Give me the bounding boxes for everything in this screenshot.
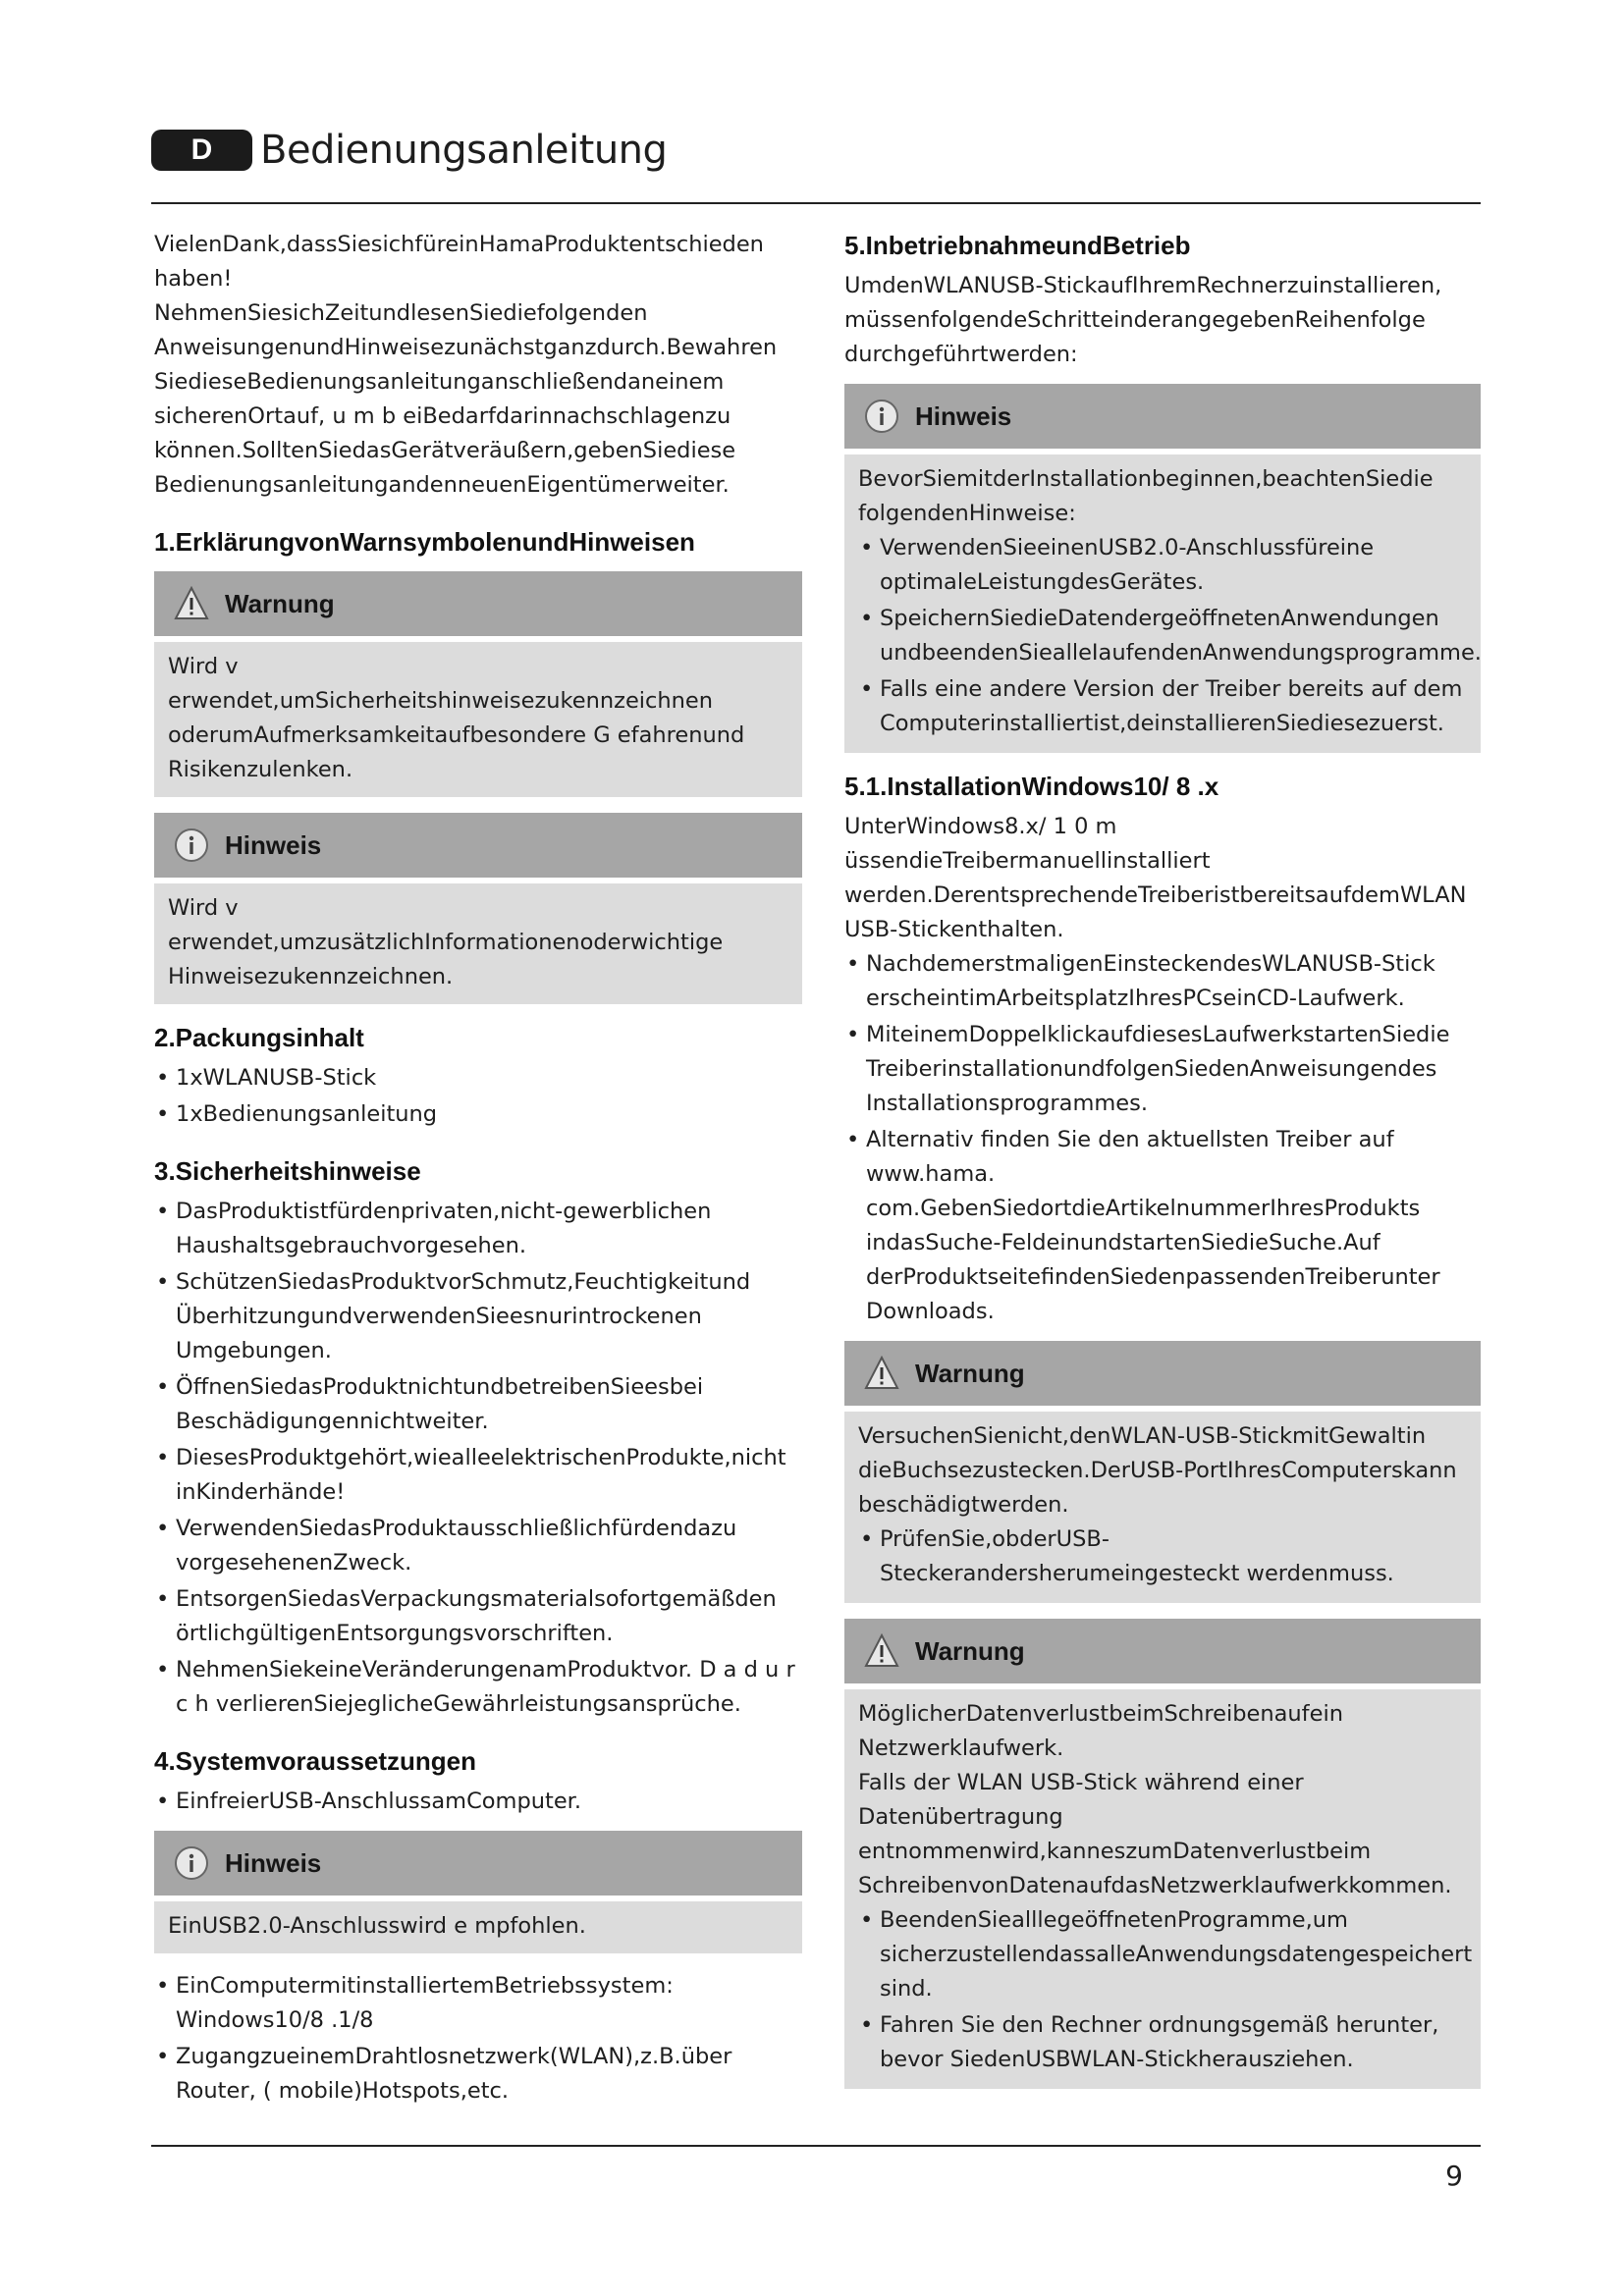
list-item: • BeendenSiealllegeöffnetenProgramme,um sicherzustellendassalleAnwendungsdatengespeichert sind. bbox=[858, 1903, 1467, 2006]
section-title: 1.ErklärungvonWarnsymbolenundHinweisen bbox=[154, 527, 695, 557]
section-title: 3.Sicherheitshinweise bbox=[154, 1156, 421, 1186]
list-item: • PrüfenSie,obderUSB-Steckerandersherumeingesteckt werdenmuss. bbox=[858, 1522, 1467, 1591]
section-title: 2.Packungsinhalt bbox=[154, 1023, 364, 1052]
hint-text: Wird v erwendet,umzusätzlichInformationenoderwichtige Hinweisezukennzeichnen. bbox=[168, 895, 724, 989]
hint-box bbox=[154, 1831, 802, 1953]
warning-header bbox=[844, 1341, 1481, 1406]
hint-body bbox=[844, 454, 1481, 753]
hint-label: Hinweis bbox=[225, 829, 322, 860]
warning-triangle-icon bbox=[174, 586, 209, 621]
intro-paragraph-1: VielenDank,dassSiesichfüreinHamaProduktentschieden haben! bbox=[154, 232, 764, 292]
list-item: • EinComputermitinstalliertemBetriebssystem: Windows10/8 .1/8 bbox=[154, 1969, 802, 2038]
list-item: • 1xBedienungsanleitung bbox=[154, 1097, 802, 1132]
warning-box bbox=[154, 571, 802, 797]
warning-body bbox=[154, 642, 802, 797]
hint-header bbox=[844, 384, 1481, 449]
hint-text: BevorSiemitderInstallationbeginnen,beachtenSiedie folgendenHinweise: bbox=[858, 466, 1434, 526]
hint-box bbox=[844, 384, 1481, 753]
hint-body bbox=[154, 883, 802, 1004]
page-number: 9 bbox=[1445, 2160, 1463, 2192]
warning-triangle-icon bbox=[864, 1633, 899, 1669]
section-text: UnterWindows8.x/ 1 0 m üssendieTreibermanuellinstalliert werden.DerentsprechendeTreiberistbereitsaufdemWLAN USB-Stickenthalten. bbox=[844, 814, 1467, 942]
warning-header bbox=[154, 571, 802, 636]
warning-text: MöglicherDatenverlustbeimSchreibenaufein Netzwerklaufwerk. bbox=[858, 1701, 1343, 1761]
warning-header bbox=[844, 1619, 1481, 1683]
hint-header bbox=[154, 1831, 802, 1896]
list-item: • MiteinemDoppelklickaufdiesesLaufwerkstartenSiedie TreiberinstallationundfolgenSiedenAnweisungendes Installationsprogrammes. bbox=[844, 1018, 1481, 1121]
hint-body bbox=[154, 1901, 802, 1953]
list-item: • EntsorgenSiedasVerpackungsmaterialsofortgemäßden örtlichgültigenEntsorgungsvorschriften. bbox=[154, 1582, 802, 1651]
warning-text: Wird v erwendet,umSicherheitshinweisezukennzeichnen oderumAufmerksamkeitaufbesondere G efahrenund Risikenzulenken. bbox=[168, 654, 745, 782]
warning-label: Warnung bbox=[915, 1358, 1025, 1388]
page-title: Bedienungsanleitung bbox=[260, 128, 668, 173]
list-item: • EinfreierUSB-AnschlussamComputer. bbox=[154, 1785, 802, 1819]
intro-paragraph-2: NehmenSiesichZeitundlesenSiediefolgenden AnweisungenundHinweisezunächstganzdurch.Bewahren SiedieseBedienungsanleitunganschließendaneinem sicherenOrtauf, u m b eiBedarfdarinnachschlagenzu können.SolltenSiedasGerätveräußern,gebenSiediese BedienungsanleitungandenneuenEigentümerweiter. bbox=[154, 300, 778, 498]
left-column bbox=[154, 228, 802, 2110]
list-item: • Falls eine andere Version der Treiber bereits auf dem Computerinstalliertist,deinstallierenSiediesezuerst. bbox=[858, 672, 1467, 741]
section-startup bbox=[844, 228, 1481, 753]
header-divider bbox=[151, 202, 1481, 204]
warning-text: VersuchenSienicht,denWLAN-USB-StickmitGewaltin dieBuchsezustecken.DerUSB-PortIhresComputerskann beschädigtwerden. bbox=[858, 1423, 1457, 1518]
warning-box bbox=[844, 1619, 1481, 2089]
section-title: 5.1.InstallationWindows10/ 8 .x bbox=[844, 772, 1219, 801]
list-item: • SchützenSiedasProduktvorSchmutz,Feuchtigkeitund ÜberhitzungundverwendenSieesnurintrockenen Umgebungen. bbox=[154, 1265, 802, 1368]
hint-box bbox=[154, 813, 802, 1004]
section-installation-windows bbox=[844, 769, 1481, 2089]
warning-label: Warnung bbox=[915, 1635, 1025, 1666]
warning-body bbox=[844, 1412, 1481, 1603]
section-system-requirements bbox=[154, 1743, 802, 2109]
hint-text: EinUSB2.0-Anschlusswird e mpfohlen. bbox=[168, 1913, 586, 1939]
list-item: • Alternativ finden Sie den aktuellsten Treiber auf www.hama. com.GebenSiedortdieArtikelnummerIhresProdukts indasSuche-FeldeinundstartenSiedieSuche.Auf derProduktseitefindenSiedenpassendenTreiberunter Downloads. bbox=[844, 1123, 1481, 1329]
warning-box bbox=[844, 1341, 1481, 1603]
hint-label: Hinweis bbox=[225, 1847, 322, 1878]
list-item: • ZugangzueinemDrahtlosnetzwerk(WLAN),z.B.über Router, ( mobile)Hotspots,etc. bbox=[154, 2040, 802, 2109]
warning-triangle-icon bbox=[864, 1356, 899, 1391]
footer-divider bbox=[151, 2145, 1481, 2147]
warning-text: Falls der WLAN USB-Stick während einer Datenübertragung entnommenwird,kanneszumDatenverlustbeim SchreibenvonDatenaufdasNetzwerklaufwerkkommen. bbox=[858, 1770, 1452, 1898]
warning-body bbox=[844, 1689, 1481, 2089]
right-column bbox=[844, 228, 1481, 2105]
hint-header bbox=[154, 813, 802, 878]
section-safety bbox=[154, 1153, 802, 1722]
list-item: • 1xWLANUSB-Stick bbox=[154, 1061, 802, 1095]
list-item: • DiesesProduktgehört,wiealleelektrischenProdukte,nicht inKinderhände! bbox=[154, 1441, 802, 1510]
info-circle-icon bbox=[864, 399, 899, 434]
section-package-contents bbox=[154, 1020, 802, 1132]
list-item: • Fahren Sie den Rechner ordnungsgemäß herunter, bevor SiedenUSBWLAN-Stickherausziehen. bbox=[858, 2008, 1467, 2077]
list-item: • VerwendenSiedasProduktausschließlichfürdendazu vorgesehenenZweck. bbox=[154, 1512, 802, 1580]
warning-label: Warnung bbox=[225, 588, 335, 618]
list-item: • NehmenSiekeineVeränderungenamProduktvor. D a d u r c h verlierenSiejeglicheGewährleistungsansprüche. bbox=[154, 1653, 802, 1722]
list-item: • NachdemerstmaligenEinsteckendesWLANUSB-Stick erscheintimArbeitsplatzIhresPCseinCD-Laufwerk. bbox=[844, 947, 1481, 1016]
list-item: • DasProduktistfürdenprivaten,nicht-gewerblichen Haushaltsgebrauchvorgesehen. bbox=[154, 1195, 802, 1263]
list-item: • SpeichernSiedieDatendergeöffnetenAnwendungen undbeendenSiealleIaufendenAnwendungsprogramme. bbox=[858, 602, 1467, 670]
list-item: • VerwendenSieeinenUSB2.0-Anschlussfüreine optimaleLeistungdesGerätes. bbox=[858, 531, 1467, 600]
section-text: UmdenWLANUSB-StickaufIhremRechnerzuinstallieren, müssenfolgendeSchritteinderangegebenReihenfolge durchgeführtwerden: bbox=[844, 273, 1442, 367]
section-title: 4.Systemvoraussetzungen bbox=[154, 1746, 477, 1776]
language-badge: D bbox=[151, 130, 252, 171]
section-title: 5.InbetriebnahmeundBetrieb bbox=[844, 231, 1191, 260]
section-warnsymbols bbox=[154, 524, 802, 1004]
list-item: • ÖffnenSiedasProduktnichtundbetreibenSieesbei Beschädigungennichtweiter. bbox=[154, 1370, 802, 1439]
page-header bbox=[151, 128, 667, 173]
hint-label: Hinweis bbox=[915, 400, 1012, 431]
info-circle-icon bbox=[174, 828, 209, 863]
info-circle-icon bbox=[174, 1845, 209, 1881]
